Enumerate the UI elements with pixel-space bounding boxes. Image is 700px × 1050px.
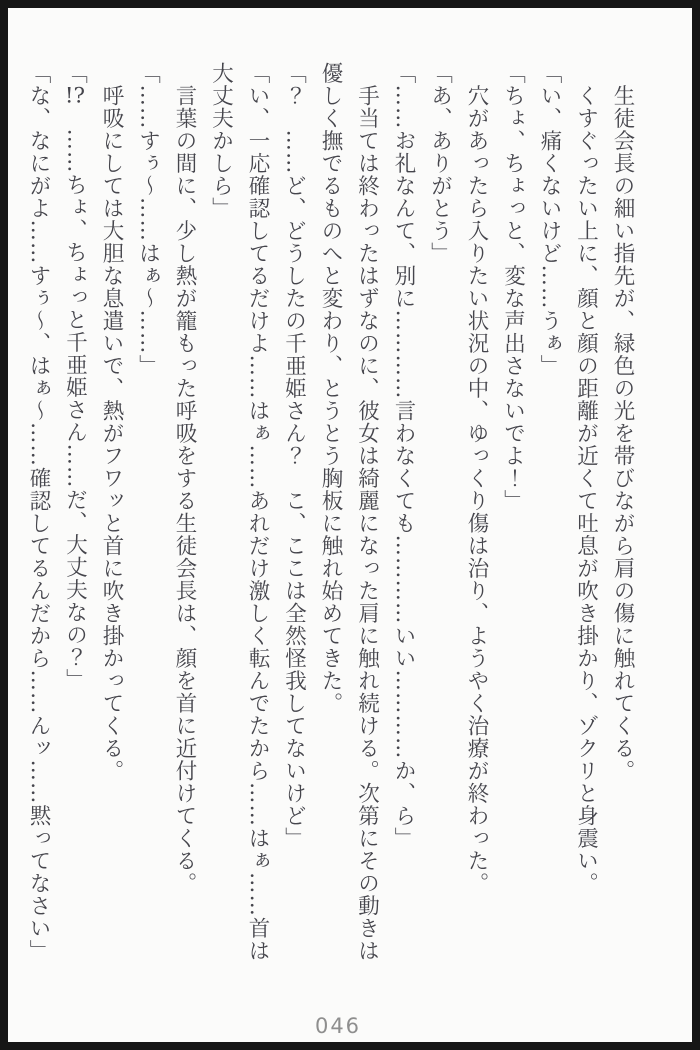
text-line: 「!? ……ちょ、ちょっと千亜姫さん……だ、大丈夫なの？」	[62, 62, 88, 691]
text-line: 「い、一応確認してるだけよ……はぁ……あれだけ激しく転んでたから……はぁ……首は	[245, 62, 270, 962]
page-text-block	[20, 62, 641, 992]
text-line: 大丈夫かしら」	[208, 62, 234, 220]
text-line: 優しく撫でるものへと変わり、とうとう胸板に触れ始めてきた。	[318, 62, 343, 715]
text-line: 穴があったら入りたい状況の中、ゆっくり傷は治り、ようやく治療が終わった。	[464, 62, 489, 895]
text-line: 「ちょ、ちょっと、変な声出さないでよ！」	[500, 62, 526, 512]
text-line: くすぐったい上に、顔と顔の距離が近くて吐息が吹き掛かり、ゾクリと身震い。	[573, 62, 599, 895]
text-line: 「な、なにがよ……すぅ～、はぁ～……確認してるんだから……んッ……黙ってなさい」	[26, 62, 51, 962]
page-number: 046	[314, 1014, 362, 1038]
text-line: 手当ては終わったはずなのに、彼女は綺麗になった肩に触れ続ける。次第にその動きは	[354, 62, 380, 962]
text-line: 呼吸にしては大胆な息遣いで、熱がフワッと首に吹き掛かってくる。	[99, 62, 124, 782]
text-line: 生徒会長の細い指先が、緑色の光を帯びながら肩の傷に触れてくる。	[610, 62, 635, 782]
text-line: 「……お礼なんて、別に…………言わなくても…………いい…………か、ら」	[391, 62, 416, 850]
text-line: 「あ、ありがとう」	[427, 62, 453, 265]
text-line: 言葉の間に、少し熱が籠もった呼吸をする生徒会長は、顔を首に近付けてくる。	[172, 62, 197, 895]
text-line: 「……すぅ～……はぁ～……」	[135, 62, 161, 377]
exclamation-question-glyph: !?	[64, 84, 86, 106]
text-line: 「い、痛くないけど……うぁ」	[537, 62, 562, 377]
text-line: 「？ ……ど、どうしたの千亜姫さん？ こ、ここは全然怪我してないけど」	[281, 62, 307, 850]
